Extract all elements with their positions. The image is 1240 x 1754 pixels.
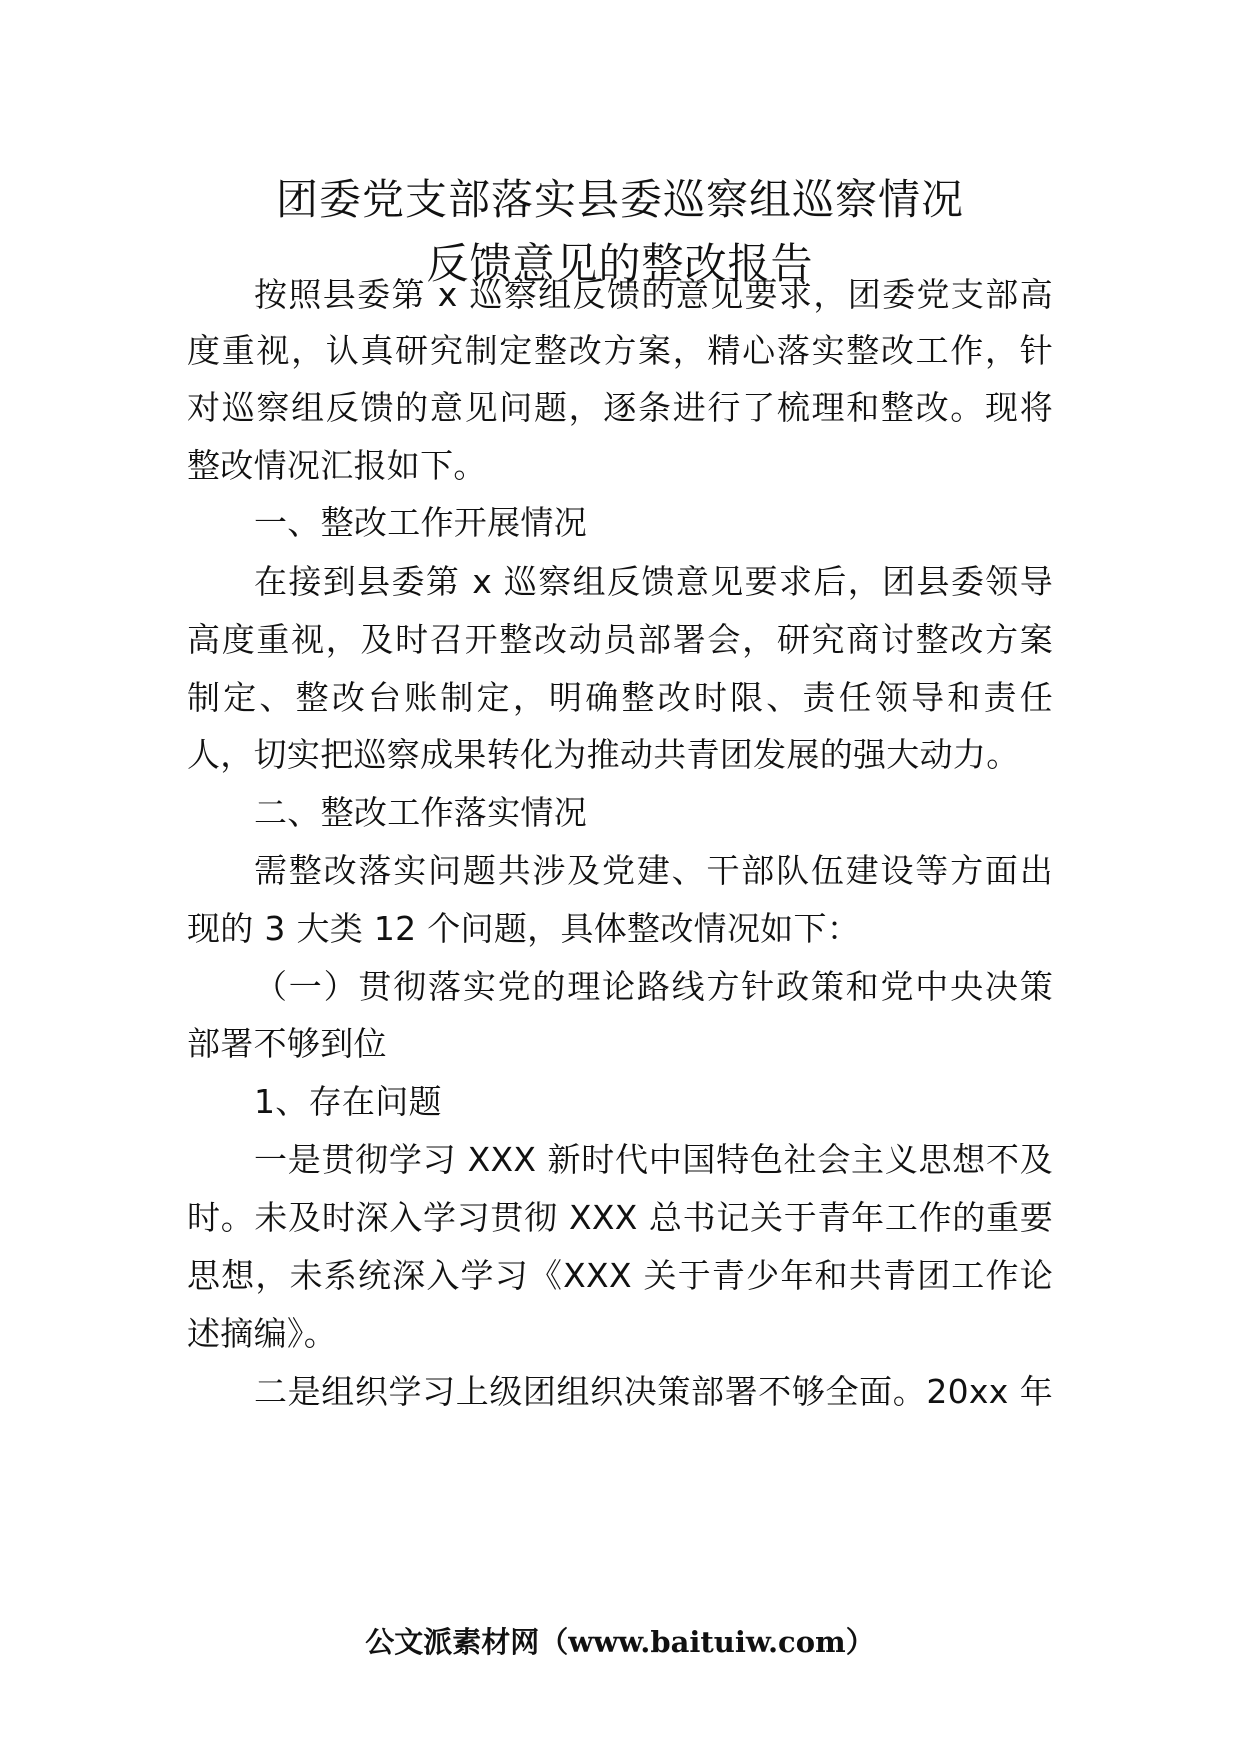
paragraph-line: 制定、整改台账制定，明确整改时限、责任领导和责任 <box>187 678 1053 717</box>
subsection-heading: 部署不够到位 <box>187 1024 387 1063</box>
section-heading: 一、整改工作开展情况 <box>254 503 587 542</box>
paragraph-line: 在接到县委第 x 巡察组反馈意见要求后，团县委领导 <box>254 562 1053 601</box>
paragraph-line: 现的 3 大类 12 个问题，具体整改情况如下： <box>187 909 861 948</box>
document-title-line-2: 反馈意见的整改报告 <box>426 239 814 288</box>
footer-watermark: 公文派素材网（www.baituiw.com） <box>365 1625 875 1659</box>
section-heading: 二、整改工作落实情况 <box>254 793 587 832</box>
item-heading: 1、存在问题 <box>254 1082 442 1121</box>
paragraph-line: 二是组织学习上级团组织决策部署不够全面。20xx 年 <box>254 1372 1053 1411</box>
subsection-heading: （一）贯彻落实党的理论路线方针政策和党中央决策 <box>254 967 1053 1006</box>
paragraph-line: 需整改落实问题共涉及党建、干部队伍建设等方面出 <box>254 851 1053 890</box>
paragraph-line: 思想，未系统深入学习《XXX 关于青少年和共青团工作论 <box>187 1256 1053 1295</box>
paragraph-line: 一是贯彻学习 XXX 新时代中国特色社会主义思想不及 <box>254 1140 1053 1179</box>
document-title-line-1: 团委党支部落实县委巡察组巡察情况 <box>275 175 964 224</box>
paragraph-line: 整改情况汇报如下。 <box>187 446 487 485</box>
paragraph-line: 度重视，认真研究制定整改方案，精心落实整改工作，针 <box>187 331 1053 370</box>
paragraph-line: 述摘编》。 <box>187 1314 337 1353</box>
paragraph-line: 人，切实把巡察成果转化为推动共青团发展的强大动力。 <box>187 735 1020 774</box>
paragraph-line: 对巡察组反馈的意见问题，逐条进行了梳理和整改。现将 <box>187 388 1053 427</box>
paragraph-line: 高度重视，及时召开整改动员部署会，研究商讨整改方案 <box>187 620 1053 659</box>
paragraph-line: 时。未及时深入学习贯彻 XXX 总书记关于青年工作的重要 <box>187 1198 1053 1237</box>
paragraph-line: 按照县委第 x 巡察组反馈的意见要求，团委党支部高 <box>254 275 1053 314</box>
